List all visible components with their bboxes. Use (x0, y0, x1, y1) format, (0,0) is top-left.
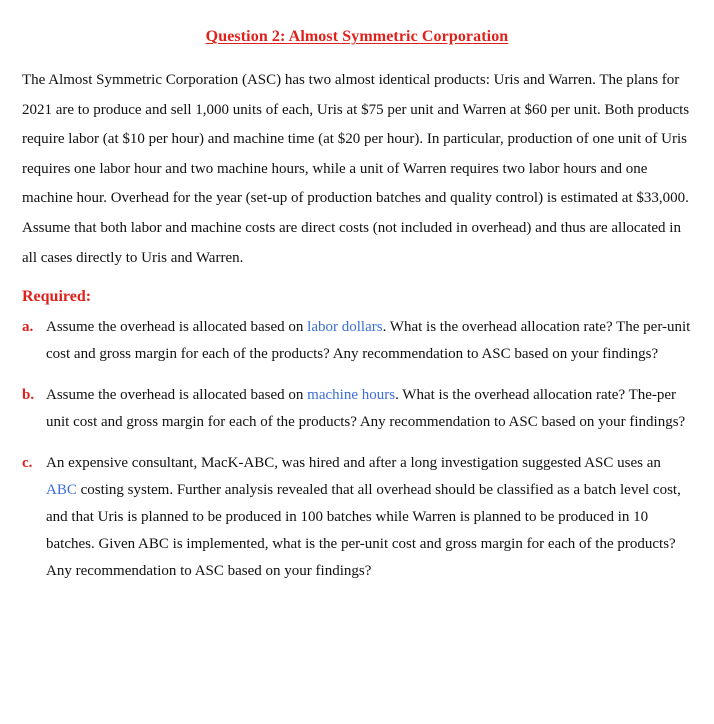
question-title: Question 2: Almost Symmetric Corporation (205, 28, 509, 45)
question-text-c-after: costing system. Further analysis revealed that all overhead should be classified as a batch level cost, and that Uris is planned to be produced in 100 batches while Warren is planned to be produced in 10 batches. Given ABC is implemented, what is the per-unit cost and gross margin for each of the products? Any recommendation to ASC based on your findings? (46, 482, 681, 580)
required-heading: Required: (22, 288, 92, 306)
question-item-a (22, 314, 692, 368)
question-text-b-before: Assume the overhead is allocated based on (46, 387, 308, 404)
question-text-c (46, 450, 692, 585)
question-text-a-before: Assume the overhead is allocated based on (46, 319, 308, 336)
question-intro-paragraph: The Almost Symmetric Corporation (ASC) has two almost identical products: Uris and Warren. The plans for 2021 are to produce and sell 1,000 units of each, Uris at $75 per unit and Warren at $60 per unit. Both products require labor (at $10 per hour) and machine time (at $20 per hour). In particular, production of one unit of Uris requires one labor hour and two machine hours, while a unit of Warren requires two labor hours and one machine hour. Overhead for the year (set-up of production batches and quality control) is estimated at $33,000. Assume that both labor and machine costs are direct costs (not included in overhead) and thus are allocated in all cases directly to Uris and Warren. (22, 72, 690, 266)
question-text-b-after: . What is the overhead allocation rate? The-per unit cost and gross margin for each of the products? Any recommendation to ASC based on your findings? (46, 387, 686, 431)
question-text-b (46, 382, 692, 436)
question-item-c (22, 450, 692, 585)
question-letter-a: a. (22, 319, 34, 336)
question-text-a (46, 314, 692, 368)
question-letter-b: b. (22, 387, 35, 404)
question-item-b (22, 382, 692, 436)
question-text-a-after: . What is the overhead allocation rate? The per-unit cost and gross margin for each of the products? Any recommendation to ASC based on your findings? (46, 319, 691, 363)
highlight-abc: ABC (46, 482, 77, 499)
question-letter-c: c. (22, 455, 33, 472)
highlight-labor-dollars: labor dollars (307, 319, 383, 336)
question-text-c-before: An expensive consultant, MacK-ABC, was hired and after a long investigation suggested ASC uses an (46, 455, 661, 472)
highlight-machine-hours: machine hours (307, 387, 396, 404)
